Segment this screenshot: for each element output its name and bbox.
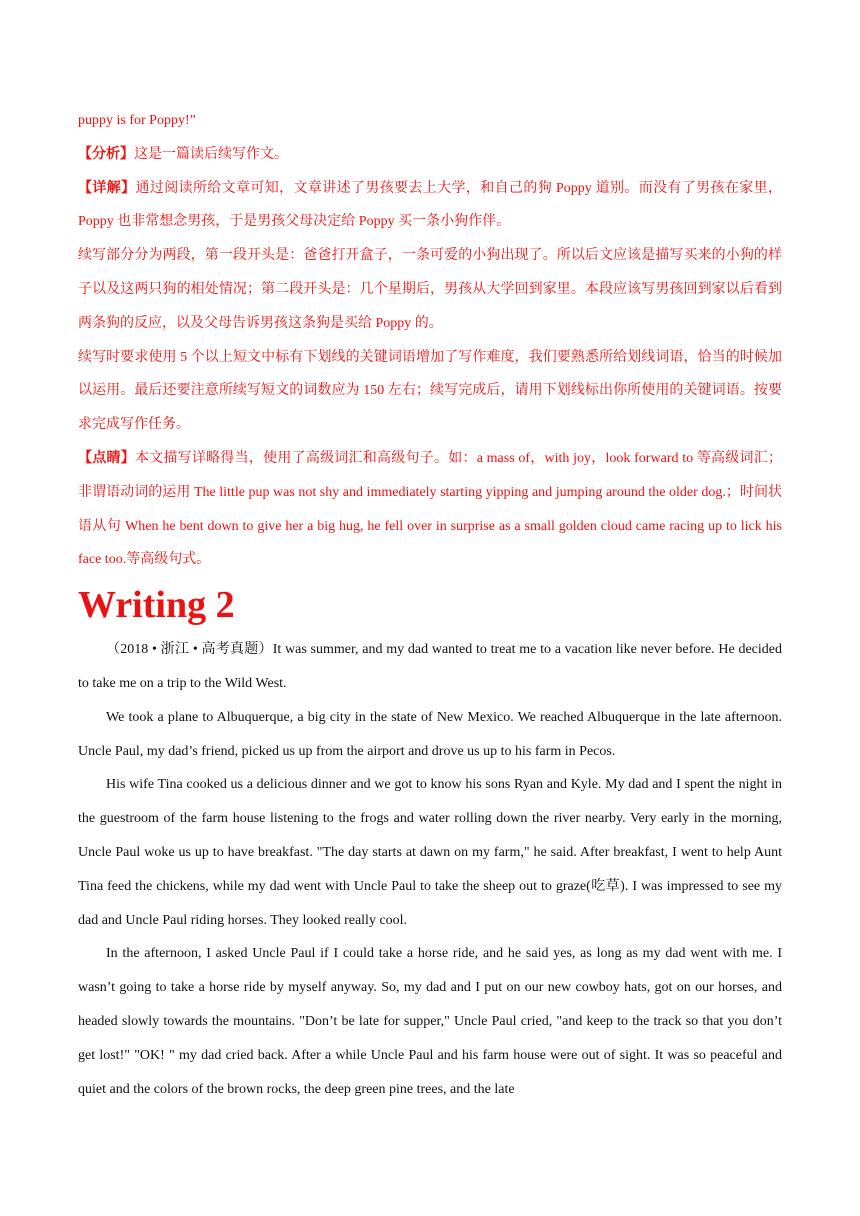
comment-text: 本文描写详略得当，使用了高级词汇和高级句子。如：a mass of，with joy，look forward to 等高级词汇；非谓语动词的运用 The little pup was not shy and immediately starting yipping and jumping around the older dog.；时间状语从句 When he bent down to give her a big hug, he fell over in surprise as a small golden cloud came racing up to lick his face too.等高级句式。 — [78, 450, 783, 568]
detail-paragraph — [78, 172, 782, 240]
analysis-text: 这是一篇读后续写作文。 — [134, 146, 288, 162]
section-heading: Writing 2 — [78, 584, 235, 627]
comment-tag: 【点睛】 — [78, 450, 135, 466]
page-content — [78, 104, 782, 1106]
passage-paragraph: In the afternoon, I asked Uncle Paul if I could take a horse ride, and he said yes, as long as my dad went with me. I wasn’t going to take a horse ride by myself anyway. So, my dad and I put on our new cowboy hats, got on our horses, and headed slowly towards the mountains. "Don’t be late for supper," Uncle Paul cried, "and keep to the track so that you don’t get lost!" "OK! " my dad cried back. After a while Uncle Paul and his farm house were out of sight. It was so peaceful and quiet and the colors of the brown rocks, the deep green pine trees, and the late — [78, 946, 782, 1097]
carryover-line: puppy is for Poppy!” — [78, 113, 196, 128]
passage-paragraph: （2018 • 浙江 • 高考真题）It was summer, and my dad wanted to treat me to a vacation like never before. He decided to take me on a trip to the Wild West. — [78, 642, 782, 691]
analysis-paragraph — [78, 138, 782, 172]
detail-tag: 【详解】 — [78, 180, 136, 196]
answer-analysis-section — [78, 104, 782, 577]
requirements-paragraph: 续写时要求使用 5 个以上短文中标有下划线的关键词语增加了写作难度，我们要熟悉所给划线词语，恰当的时候加以运用。最后还要注意所续写短文的词数应为 150 左右；续写完成后，请用下划线标出你所使用的关键词语。按要求完成写作任务。 — [78, 349, 782, 433]
comment-paragraph — [78, 442, 782, 577]
plan-paragraph: 续写部分分为两段，第一段开头是：爸爸打开盒子，一条可爱的小狗出现了。所以后文应该是描写买来的小狗的样子以及这两只狗的相处情况；第二段开头是：几个星期后，男孩从大学回到家里。本段应该写男孩回到家以后看到两条狗的反应，以及父母告诉男孩这条狗是买给 Poppy 的。 — [78, 248, 782, 331]
analysis-tag: 【分析】 — [78, 146, 134, 162]
passage-paragraph: We took a plane to Albuquerque, a big city in the state of New Mexico. We reached Albuquerque in the late afternoon. Uncle Paul, my dad’s friend, picked us up from the airport and drove us up to his farm in Pecos. — [78, 709, 782, 759]
passage — [78, 633, 782, 1106]
detail-text: 通过阅读所给文章可知，文章讲述了男孩要去上大学，和自己的狗 Poppy 道别。而没有了男孩在家里，Poppy 也非常想念男孩，于是男孩父母决定给 Poppy 买一条小狗作伴。 — [78, 180, 782, 230]
passage-paragraph: His wife Tina cooked us a delicious dinner and we got to know his sons Ryan and Kyle. My dad and I spent the night in the guestroom of the farm house listening to the frogs and water rolling down the river nearby. Very early in the morning, Uncle Paul woke us up to have breakfast. "The day starts at dawn on my farm," he said. After breakfast, I went to help Aunt Tina feed the chickens, while my dad went with Uncle Paul to take the sheep out to graze(吃草). I was impressed to see my dad and Uncle Paul riding horses. They looked really cool. — [78, 777, 782, 928]
